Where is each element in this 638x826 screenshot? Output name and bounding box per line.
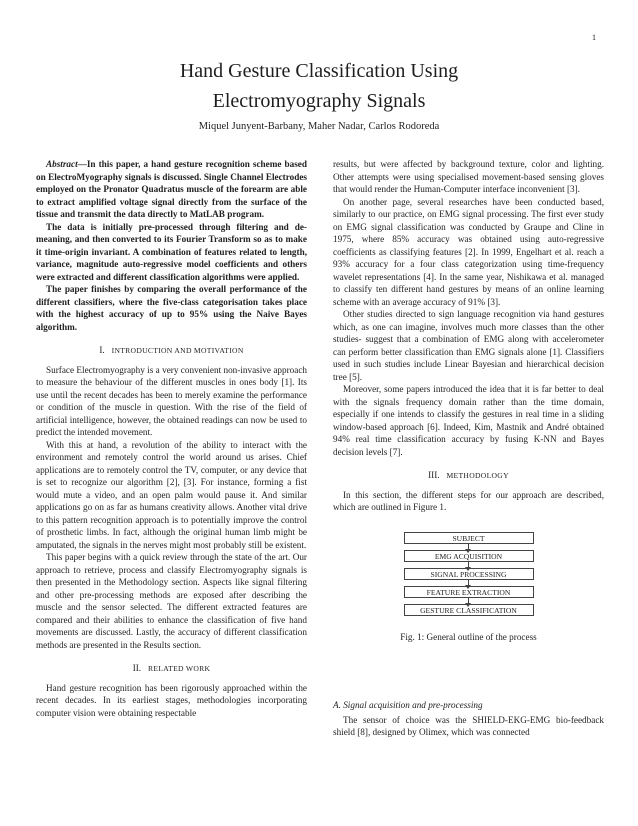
section-heading-related-work: II. RELATED WORK <box>132 663 211 673</box>
flow-arrow <box>468 544 469 550</box>
related-paragraph-2: results, but were affected by background texture, color and lighting. Other attempts were using specialised movement-based sensing gloves that would render the Human-Computer interface inconvenient [3]. <box>333 159 604 194</box>
flow-arrow <box>468 562 469 568</box>
methodology-paragraph-1: In this section, the different steps for our approach are described, which are outlined in Figure 1. <box>333 489 604 512</box>
figure-caption: Fig. 1: General outline of the process <box>400 631 537 642</box>
title-line-2: Electromyography Signals <box>212 90 426 112</box>
intro-paragraph-3: This paper begins with a quick review through the state of the art. Our approach to retrieve, process and classify Electromyography signals is then presented in the Methodology section. Aspects like signal filtering and other pre-processing methods are exposed after describing the muscle and the sensor selected. The different extracted features are compared and their abilities to enhance the classification of five hand movements are discussed. Lastly, the accuracy of different classification methods are presented in the Results section. <box>36 552 307 650</box>
related-paragraph-5: Moreover, some papers introduced the idea that it is far better to deal with the signals frequency domain rather than the time domain, especially if one intends to classify the gestures in real time in a sliding window-based approach [6]. Indeed, Kim, Mastnik and André obtained 94% real time classification accuracy by fusing K-NN and Bayes decision levels [7]. <box>333 384 604 457</box>
author-list: Miquel Junyent-Barbany, Maher Nadar, Carlos Rodoreda <box>198 121 440 132</box>
related-paragraph-1: Hand gesture recognition has been rigorously approached within the recent decades. In its earliest stages, methodologies incorporating computer vision were obtaining respectable <box>36 682 307 718</box>
abstract <box>36 158 307 333</box>
intro-paragraph-2: With this at hand, a revolution of the ability to interact with the environment and remotely control the world around us arises. Chief applications are to remotely control the TV, computer, or any device that is set to recognize our algorithm [2], [3]. For instance, forming a fist would mute a video, and an open palm would pause it. And similar applications go on as far as humans creativity allows. Another vital drive to this pattern recognition approach is to potentially improve the control of prosthetic limbs. In fact, although the original human limb might be amputated, the signals in the nerves might most probably still be existent. <box>36 439 307 550</box>
process-flowchart <box>333 520 604 616</box>
figure-1 <box>333 520 604 644</box>
abstract-lead: Abstract <box>46 159 78 169</box>
section-heading-introduction: I. INTRODUCTION AND MOTIVATION <box>99 345 244 355</box>
flow-box-signal-processing: SIGNAL PROCESSING <box>404 568 534 580</box>
abstract-paragraph-1: Abstract—In this paper, a hand gesture recognition scheme based on ElectroMyography signals is discussed. Single Channel Electrodes employed on the Pronator Quadratus muscle of the forearm are able to extract amplified voltage signal directly from the surface of the tissue and transmit the data directly to MatLAB program. <box>36 159 307 219</box>
flow-arrow <box>468 598 469 604</box>
subsection-heading-signal-acquisition: A. Signal acquisition and pre-processing <box>333 700 483 710</box>
page-number: 1 <box>592 33 596 42</box>
abstract-paragraph-2: The data is initially pre-processed through filtering and de-meaning, and then converted to its Fourier Transform so as to make it time-origin invariant. A combination of features related to length, variance, magnitude auto-regressive model coefficients and others were extracted and different classification algorithms were applied. <box>36 221 307 282</box>
flow-box-subject: SUBJECT <box>404 532 534 544</box>
section-heading-methodology: III. METHODOLOGY <box>428 470 509 480</box>
right-column <box>333 158 604 739</box>
left-column <box>36 158 307 719</box>
title-line-1: Hand Gesture Classification Using <box>179 60 459 82</box>
related-paragraph-3: On another page, several researches have been conducted based, similarly to our practice, on EMG signal processing. The first ever study on EMG signal classification was conducted by Graupe and Cline in 1975, where 85% accuracy was obtained using auto-regressive coefficients as classifying features [2]. In 1999, Engelhart et al. reach a 93% accuracy for a four class categorization using time-frequency wavelet representations [4]. In the same year, Nishikawa et al. managed to classify ten different hand gestures by means of an online learning scheme with an average accuracy of 91% [3]. <box>333 196 604 307</box>
intro-paragraph-1: Surface Electromyography is a very convenient non-invasive approach to measure the behaviour of the different muscles in ones body [1]. Its use until the recent decades has been to merely examine the performance or condition of the muscle in question. With the rise of the field of artificial intelligence, however, the obtained readings can now be used to predict the intended movement. <box>36 364 307 437</box>
flow-box-gesture-classification: GESTURE CLASSIFICATION <box>404 604 534 616</box>
signal-acquisition-paragraph-1: The sensor of choice was the SHIELD-EKG-EMG bio-feedback shield [8], designed by Olimex, which was connected <box>333 714 604 737</box>
flow-box-feature-extraction: FEATURE EXTRACTION <box>404 586 534 598</box>
paper-title <box>0 56 638 116</box>
related-paragraph-4: Other studies directed to sign language recognition via hand gestures which, as one can imagine, involves much more classes than the other studies- suggest that a combination of EMG along with accelerometer can perform better classification than EMG signals alone [1]. Classifiers used in such studies include Linear Bayesian and hierarchical decision tree [5]. <box>333 309 604 382</box>
abstract-paragraph-3: The paper finishes by comparing the overall performance of the different classifiers, where the five-class categorisation takes place with the highest accuracy of up to 95% using the Naive Bayes algorithm. <box>36 284 307 332</box>
flow-arrow <box>468 580 469 586</box>
flow-box-emg-acquisition: EMG ACQUISITION <box>404 550 534 562</box>
